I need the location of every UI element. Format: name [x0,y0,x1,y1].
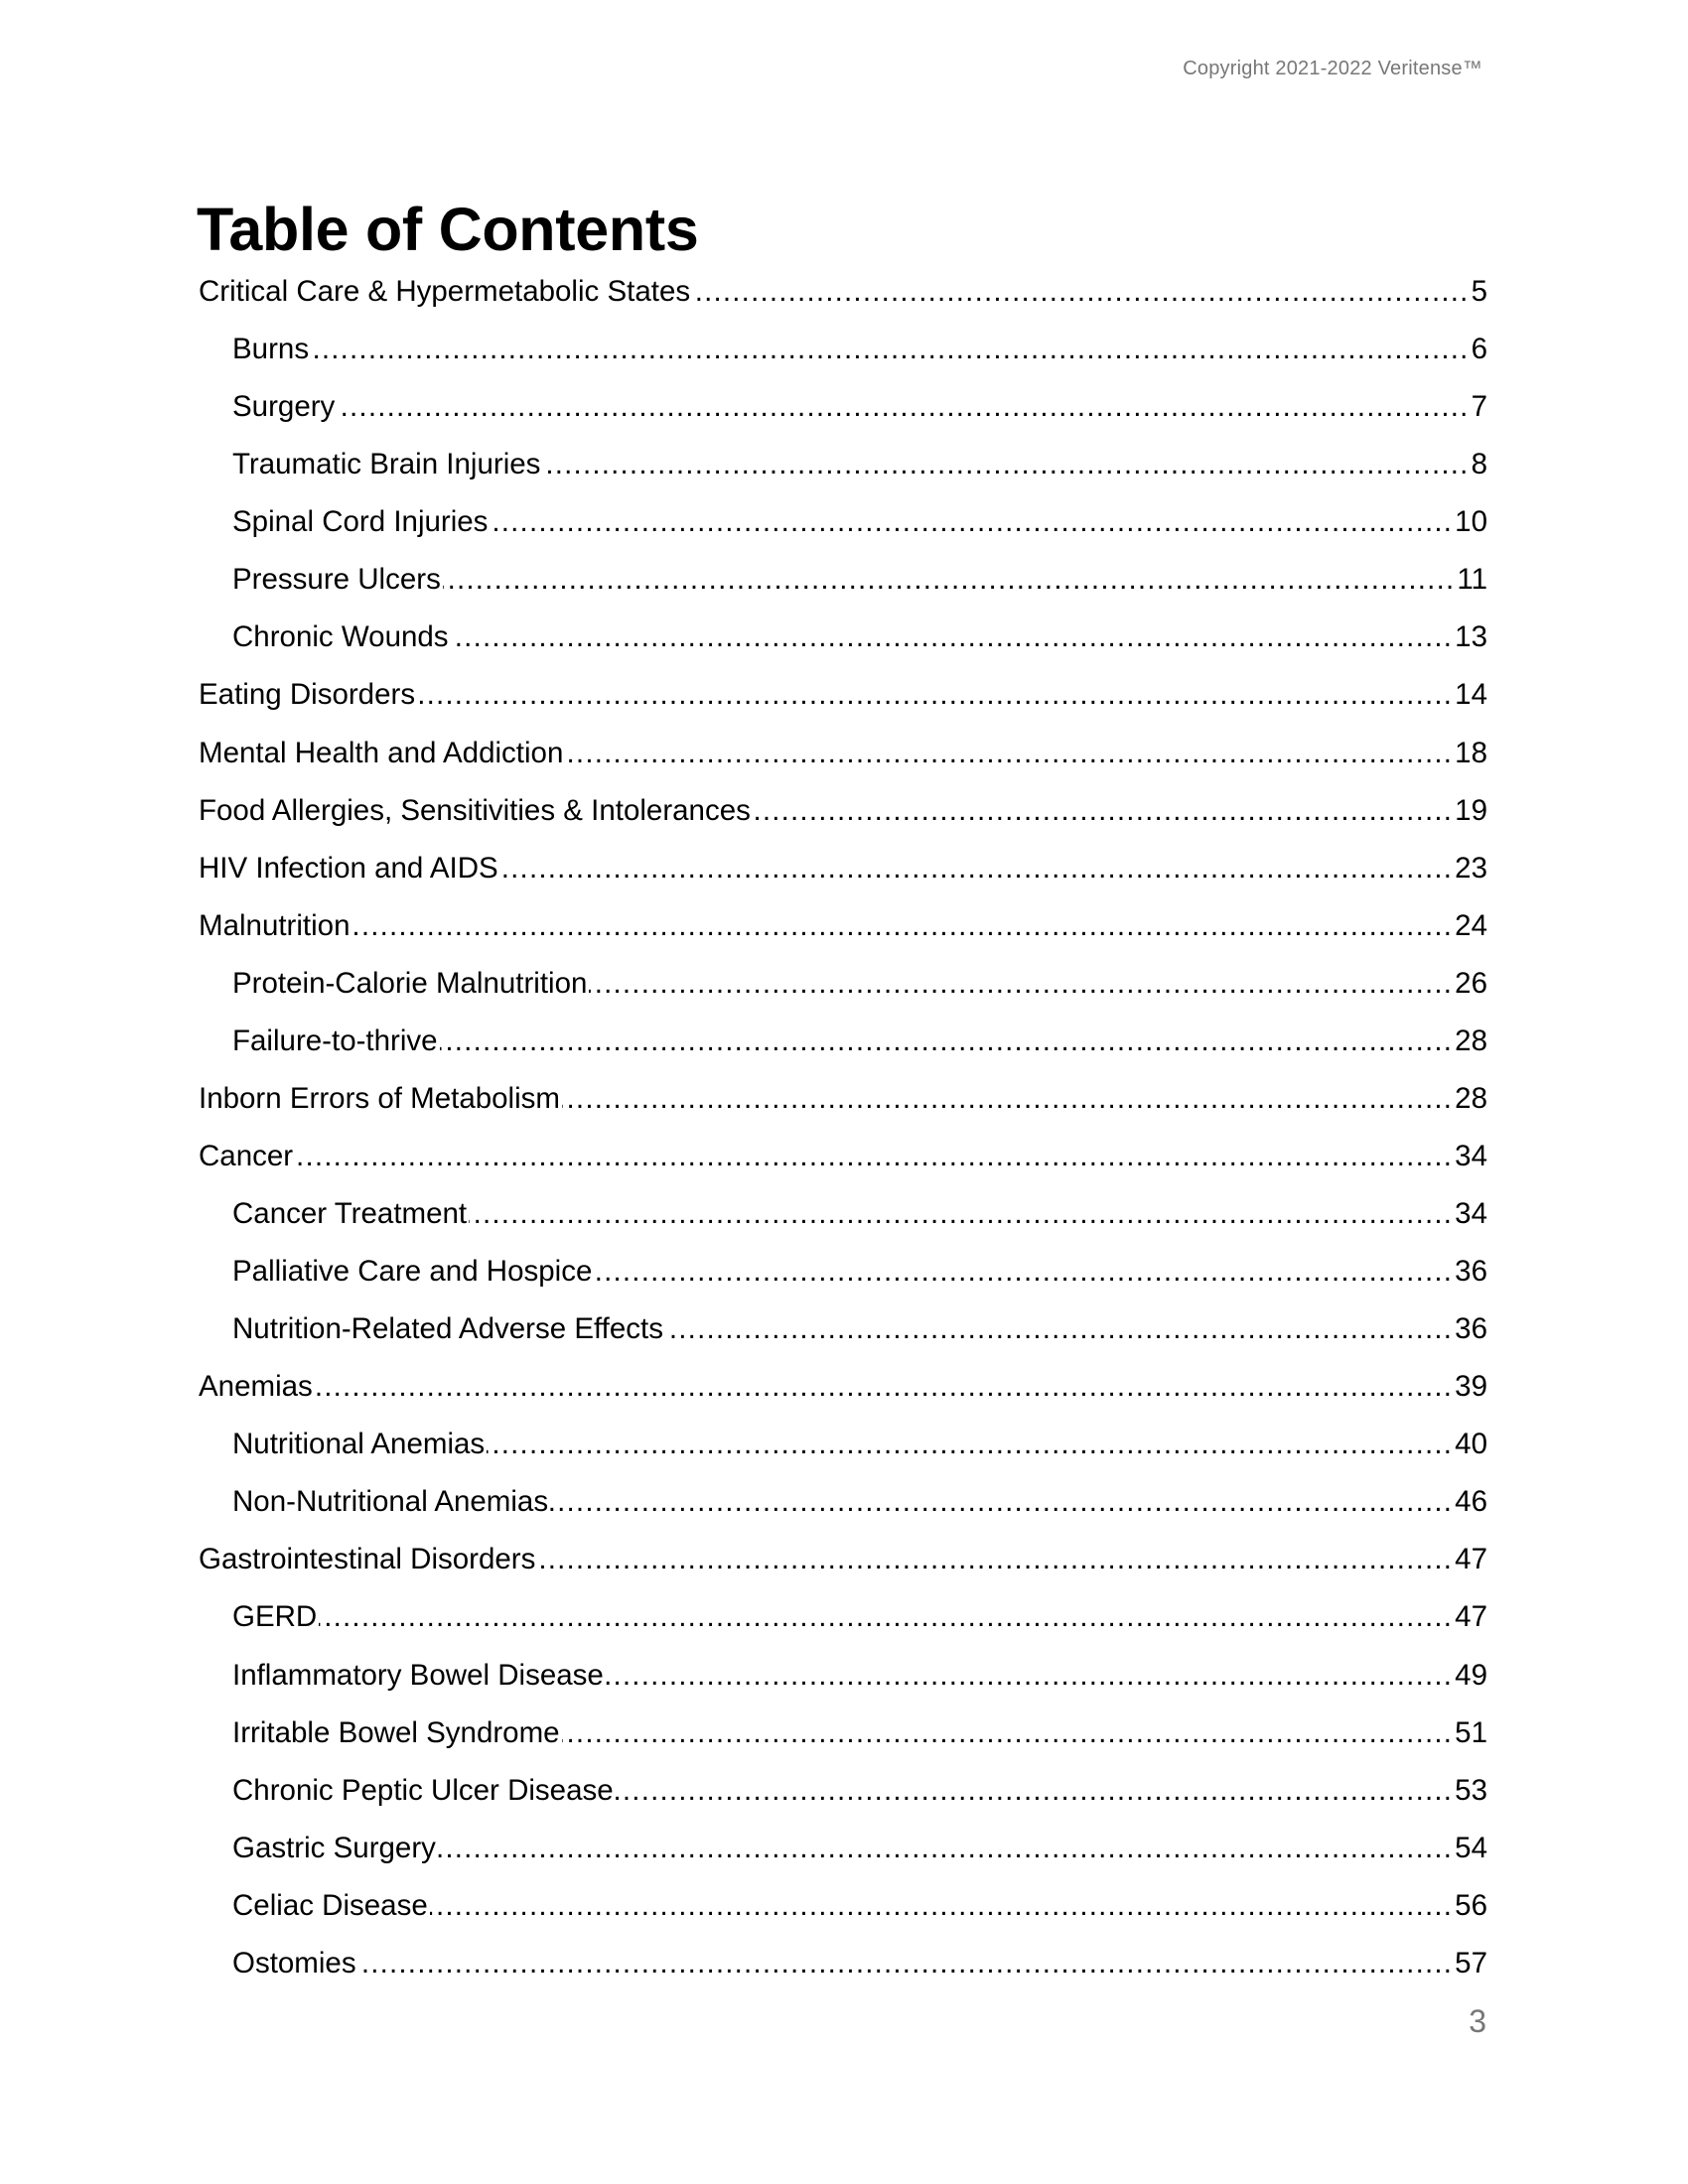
toc-subentry[interactable] [199,1773,1487,1831]
toc-subentry[interactable] [199,1946,1487,2003]
dot-leader [337,389,1469,425]
toc-entry-page[interactable]: 40 [1455,1428,1487,1461]
dot-leader [537,1542,1453,1577]
toc-subentry[interactable] [199,1831,1487,1888]
toc-subentry[interactable] [199,1427,1487,1484]
dot-leader [665,1311,1453,1347]
dot-leader [358,1946,1454,1981]
toc-entry[interactable] [199,1139,1487,1196]
table-of-contents [199,274,1487,2003]
toc-entry-page[interactable]: 34 [1455,1139,1487,1172]
toc-entry[interactable] [199,1542,1487,1599]
toc-entry-page[interactable]: 11 [1457,563,1487,597]
toc-entry-page[interactable]: 26 [1455,966,1487,1000]
toc-entry-label[interactable]: Inflammatory Bowel Disease [232,1658,604,1692]
toc-subentry[interactable] [199,966,1487,1024]
toc-entry[interactable] [199,793,1487,851]
toc-entry-page[interactable]: 13 [1455,620,1487,654]
toc-entry-page[interactable]: 23 [1455,851,1487,885]
toc-entry-page[interactable]: 57 [1455,1946,1487,1979]
dot-leader [443,562,1456,598]
toc-subentry[interactable] [199,1024,1487,1081]
dot-leader [487,1427,1453,1462]
toc-entry-page[interactable]: 28 [1455,1081,1487,1115]
toc-entry-label[interactable]: Pressure Ulcers [232,563,441,597]
toc-entry-label[interactable]: Nutrition-Related Adverse Effects [232,1312,663,1346]
toc-entry-label[interactable]: Malnutrition [199,908,351,942]
toc-subentry[interactable] [199,504,1487,562]
toc-entry-label[interactable]: HIV Infection and AIDS [199,851,498,885]
toc-entry-label[interactable]: Ostomies [232,1946,356,1979]
dot-leader [438,1831,1453,1866]
toc-entry-label[interactable]: Burns [232,333,310,366]
toc-subentry[interactable] [199,619,1487,677]
toc-entry-page[interactable]: 36 [1455,1255,1487,1289]
dot-leader [469,1196,1453,1232]
toc-entry-label[interactable]: Cancer Treatment [232,1197,468,1230]
dot-leader [594,1254,1453,1290]
toc-entry[interactable] [199,908,1487,966]
toc-entry-label[interactable]: Nutritional Anemias [232,1428,486,1461]
toc-entry-label[interactable]: Protein-Calorie Malnutrition [232,966,588,1000]
dot-leader [606,1658,1453,1694]
toc-entry[interactable] [199,274,1487,332]
toc-entry-label[interactable]: Celiac Disease [232,1888,428,1922]
toc-entry[interactable] [199,736,1487,793]
toc-entry-label[interactable]: Anemias [199,1370,313,1404]
toc-subentry[interactable] [199,1599,1487,1657]
toc-entry-page[interactable]: 53 [1455,1773,1487,1807]
dot-leader [692,274,1469,310]
toc-entry-page[interactable]: 56 [1455,1888,1487,1922]
toc-subentry[interactable] [199,562,1487,619]
toc-subentry[interactable] [199,1715,1487,1773]
toc-entry-label[interactable]: Food Allergies, Sensitivities & Intolerances [199,793,751,827]
toc-entry-label[interactable]: Eating Disorders [199,678,416,712]
dot-leader [352,908,1453,944]
dot-leader [589,966,1453,1002]
toc-entry-label[interactable]: Inborn Errors of Metabolism [199,1081,560,1115]
toc-entry-page[interactable]: 19 [1455,793,1487,827]
toc-subentry[interactable] [199,1254,1487,1311]
toc-entry-page[interactable]: 7 [1471,390,1487,424]
toc-entry-label[interactable]: Traumatic Brain Injuries [232,448,541,481]
toc-entry-page[interactable]: 47 [1455,1543,1487,1576]
dot-leader [562,1715,1454,1751]
dot-leader [616,1773,1454,1809]
toc-entry-page[interactable]: 28 [1455,1024,1487,1057]
toc-entry-page[interactable]: 34 [1455,1197,1487,1230]
toc-subentry[interactable] [199,1311,1487,1369]
dot-leader [430,1888,1453,1924]
toc-subentry[interactable] [199,1196,1487,1254]
dot-leader [440,1024,1454,1059]
toc-entry-label[interactable]: Mental Health and Addiction [199,736,564,769]
dot-leader [753,793,1453,829]
page-number: 3 [1469,2003,1486,2039]
toc-entry[interactable] [199,1081,1487,1139]
toc-entry-label[interactable]: Critical Care & Hypermetabolic States [199,275,691,308]
toc-entry[interactable] [199,677,1487,735]
toc-entry-page[interactable]: 47 [1455,1600,1487,1634]
dot-leader [315,1369,1453,1405]
toc-entry-label[interactable]: Gastric Surgery [232,1831,436,1864]
toc-entry-label[interactable]: Spinal Cord Injuries [232,505,489,539]
toc-subentry[interactable] [199,332,1487,389]
toc-entry-page[interactable]: 24 [1455,908,1487,942]
toc-entry-label[interactable]: Non-Nutritional Anemias [232,1485,549,1519]
dot-leader [542,447,1469,482]
toc-entry-label[interactable]: Chronic Peptic Ulcer Disease [232,1773,614,1807]
dot-leader [319,1599,1453,1635]
dot-leader [295,1139,1453,1174]
dot-leader [550,1484,1453,1520]
copyright-notice: Copyright 2021-2022 Veritense™ [1183,58,1482,79]
page-title: Table of Contents [197,196,699,263]
dot-leader [451,619,1454,655]
toc-entry-page[interactable]: 49 [1455,1658,1487,1692]
toc-entry-label[interactable]: Gastrointestinal Disorders [199,1543,536,1576]
dot-leader [311,332,1470,367]
toc-entry-page[interactable]: 8 [1471,448,1487,481]
toc-entry-label[interactable]: Irritable Bowel Syndrome [232,1715,560,1749]
dot-leader [490,504,1453,540]
toc-entry-page[interactable]: 18 [1455,736,1487,769]
dot-leader [500,851,1453,887]
toc-subentry[interactable] [199,389,1487,447]
toc-entry-page[interactable]: 5 [1471,275,1487,308]
toc-subentry[interactable] [199,447,1487,504]
toc-entry[interactable] [199,851,1487,908]
toc-entry-page[interactable]: 39 [1455,1370,1487,1404]
toc-entry-page[interactable]: 46 [1455,1485,1487,1519]
toc-entry-label[interactable]: Cancer [199,1139,294,1172]
toc-entry-page[interactable]: 10 [1455,505,1487,539]
dot-leader [417,677,1453,713]
toc-entry-label[interactable]: Palliative Care and Hospice [232,1255,593,1289]
toc-entry[interactable] [199,1369,1487,1427]
toc-entry-page[interactable]: 6 [1471,333,1487,366]
toc-entry-label[interactable]: Chronic Wounds [232,620,449,654]
toc-subentry[interactable] [199,1888,1487,1946]
toc-subentry[interactable] [199,1658,1487,1715]
toc-entry-label[interactable]: Failure-to-thrive [232,1024,438,1057]
toc-entry-page[interactable]: 36 [1455,1312,1487,1346]
toc-entry-page[interactable]: 14 [1455,678,1487,712]
dot-leader [565,736,1453,771]
toc-entry-label[interactable]: GERD [232,1600,318,1634]
toc-entry-label[interactable]: Surgery [232,390,336,424]
toc-entry-page[interactable]: 51 [1455,1715,1487,1749]
toc-subentry[interactable] [199,1484,1487,1542]
toc-entry-page[interactable]: 54 [1455,1831,1487,1864]
dot-leader [562,1081,1453,1117]
